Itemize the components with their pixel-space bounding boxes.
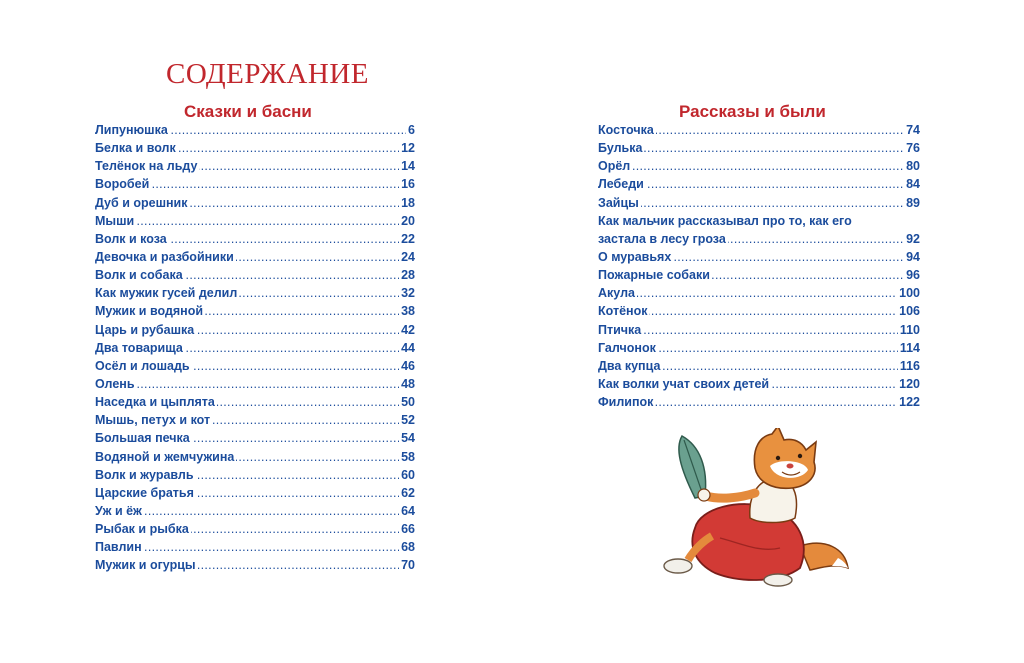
toc-entry-page: 18 [401,195,415,210]
fox-cat-illustration [660,428,860,588]
toc-entry-title: Как мужик гусей делил [95,286,238,301]
toc-entry-page: 20 [401,213,415,228]
toc-entry-page: 22 [401,231,415,246]
toc-entry-page: 84 [906,177,920,192]
toc-entry-page: 120 [899,376,920,391]
toc-entry [598,321,920,339]
toc-entry-title: Мышь, петух и кот [95,413,211,428]
toc-entry-title: Павлин [95,540,142,555]
toc-entry [95,139,415,157]
toc-entry-title: Как мальчик рассказывал про то, как его [598,213,852,228]
toc-entry-title: Воробей [95,177,150,192]
toc-entry-page: 70 [401,558,415,573]
toc-entry-title: Мужик и водяной [95,304,204,319]
toc-entry [95,212,415,230]
toc-entry-page: 14 [401,159,415,174]
toc-entry-page: 54 [401,431,415,446]
toc-entry [95,484,415,502]
toc-entry [598,393,920,411]
toc-entry [598,139,920,157]
toc-entry-page: 52 [401,413,415,428]
toc-entry-page: 32 [401,286,415,301]
section-heading-fairy-tales: Сказки и басни [184,102,312,121]
toc-entry-title: Уж и ёж [95,503,142,518]
toc-entry [598,375,920,393]
toc-entry [95,175,415,193]
toc-entry-title: Орёл [598,159,631,174]
toc-entry-page: 24 [401,249,415,264]
toc-entry-title: Наседка и цыплята [95,395,215,410]
toc-entry [95,466,415,484]
toc-entry-page: 100 [899,286,920,301]
toc-entry-page: 96 [906,268,920,283]
toc-entry-title: Дуб и орешник [95,195,188,210]
toc-entry [95,520,415,538]
toc-entry-title: Акула [598,286,635,301]
toc-entry-title: Царь и рубашка [95,322,195,337]
toc-entry-page: 89 [906,195,920,210]
toc-entry-page: 76 [906,141,920,156]
toc-entry-page: 64 [401,503,415,518]
toc-entry-page: 110 [899,322,920,337]
toc-entry-title: Рыбак и рыбка [95,522,189,537]
toc-entry-title: Филипок [598,395,654,410]
toc-entry-title: Осёл и лошадь [95,358,190,373]
toc-entry-page: 60 [401,467,415,482]
toc-entry-title: Водяной и жемчужина [95,449,235,464]
toc-entry-page: 16 [401,177,415,192]
toc-entry [598,302,920,320]
toc-entry [95,157,415,175]
page-title: СОДЕРЖАНИЕ [166,58,369,90]
toc-entry-page: 42 [401,322,415,337]
toc-entry [598,357,920,375]
toc-entry-page: 48 [401,376,415,391]
toc-entry [598,121,920,139]
toc-entry [598,339,920,357]
toc-entry [95,538,415,556]
toc-entry-title: Белка и волк [95,141,176,156]
toc-entry-page: 58 [401,449,415,464]
toc-entry-title: Птичка [598,322,642,337]
toc-entry-page: 92 [906,231,920,246]
toc-entry-page: 44 [401,340,415,355]
toc-entry [95,266,415,284]
toc-entry-page: 28 [401,268,415,283]
toc-entry-title: Косточка [598,123,654,137]
toc-entry-title: О муравьях [598,249,672,264]
toc-entry [598,266,920,284]
toc-entry [95,284,415,302]
toc-entry-title: Зайцы [598,195,639,210]
toc-entry-page: 50 [401,395,415,410]
toc-entry-title: Девочка и разбойники [95,249,234,264]
toc-entry [95,230,415,248]
toc-entry-title: Телёнок на льду [95,159,198,174]
toc-entry-title: Волк и коза [95,231,167,246]
toc-entry-title: Как волки учат своих детей [598,376,770,391]
toc-entry-title: Царские братья [95,485,194,500]
toc-list-fairy-tales [95,121,415,575]
toc-entry [598,248,920,266]
toc-entry-title: Два товарища [95,340,183,355]
toc-entry-title: Волк и собака [95,268,183,283]
toc-entry-title: Большая печка [95,431,190,446]
toc-entry-page: 6 [408,123,415,137]
toc-entry-page: 116 [899,358,920,373]
toc-entry [598,212,920,230]
toc-entry [95,302,415,320]
toc-entry [95,429,415,447]
toc-entry-title: Два купца [598,358,661,373]
toc-entry [95,339,415,357]
toc-entry [95,248,415,266]
toc-entry [95,502,415,520]
toc-entry-page: 62 [401,485,415,500]
toc-entry-page: 122 [899,395,920,410]
toc-entry-page: 106 [899,304,920,319]
toc-entry-page: 66 [401,522,415,537]
toc-entry-title: Лебеди [598,177,644,192]
toc-entry-title: Мыши [95,213,135,228]
toc-entry-page: 80 [906,159,920,174]
toc-entry [95,393,415,411]
toc-entry [598,230,920,248]
toc-entry-title: Мужик и огурцы [95,558,196,573]
toc-entry [598,157,920,175]
toc-entry [95,448,415,466]
toc-entry [95,321,415,339]
toc-entry-title: Олень [95,376,135,391]
toc-entry-page: 46 [401,358,415,373]
toc-entry-title: Галчонок [598,340,656,355]
toc-entry-page: 12 [401,141,415,156]
toc-entry [598,284,920,302]
toc-entry-page: 114 [899,340,920,355]
toc-entry [598,175,920,193]
toc-entry-page: 74 [906,123,920,137]
section-heading-stories: Рассказы и были [679,102,826,121]
toc-entry-title: Липунюшка [95,123,168,137]
toc-list-stories [598,121,920,411]
toc-entry-title: Пожарные собаки [598,268,710,283]
toc-entry [95,121,415,139]
toc-entry-title: Волк и журавль [95,467,194,482]
toc-entry-title: застала в лесу гроза [598,231,726,246]
toc-entry [95,357,415,375]
toc-entry-page: 38 [401,304,415,319]
toc-entry [95,194,415,212]
toc-entry-title: Булька [598,141,643,156]
toc-entry [95,556,415,574]
toc-entry-page: 68 [401,540,415,555]
toc-entry [598,194,920,212]
toc-entry-title: Котёнок [598,304,648,319]
toc-entry [95,411,415,429]
toc-entry-page: 94 [906,249,920,264]
toc-entry [95,375,415,393]
